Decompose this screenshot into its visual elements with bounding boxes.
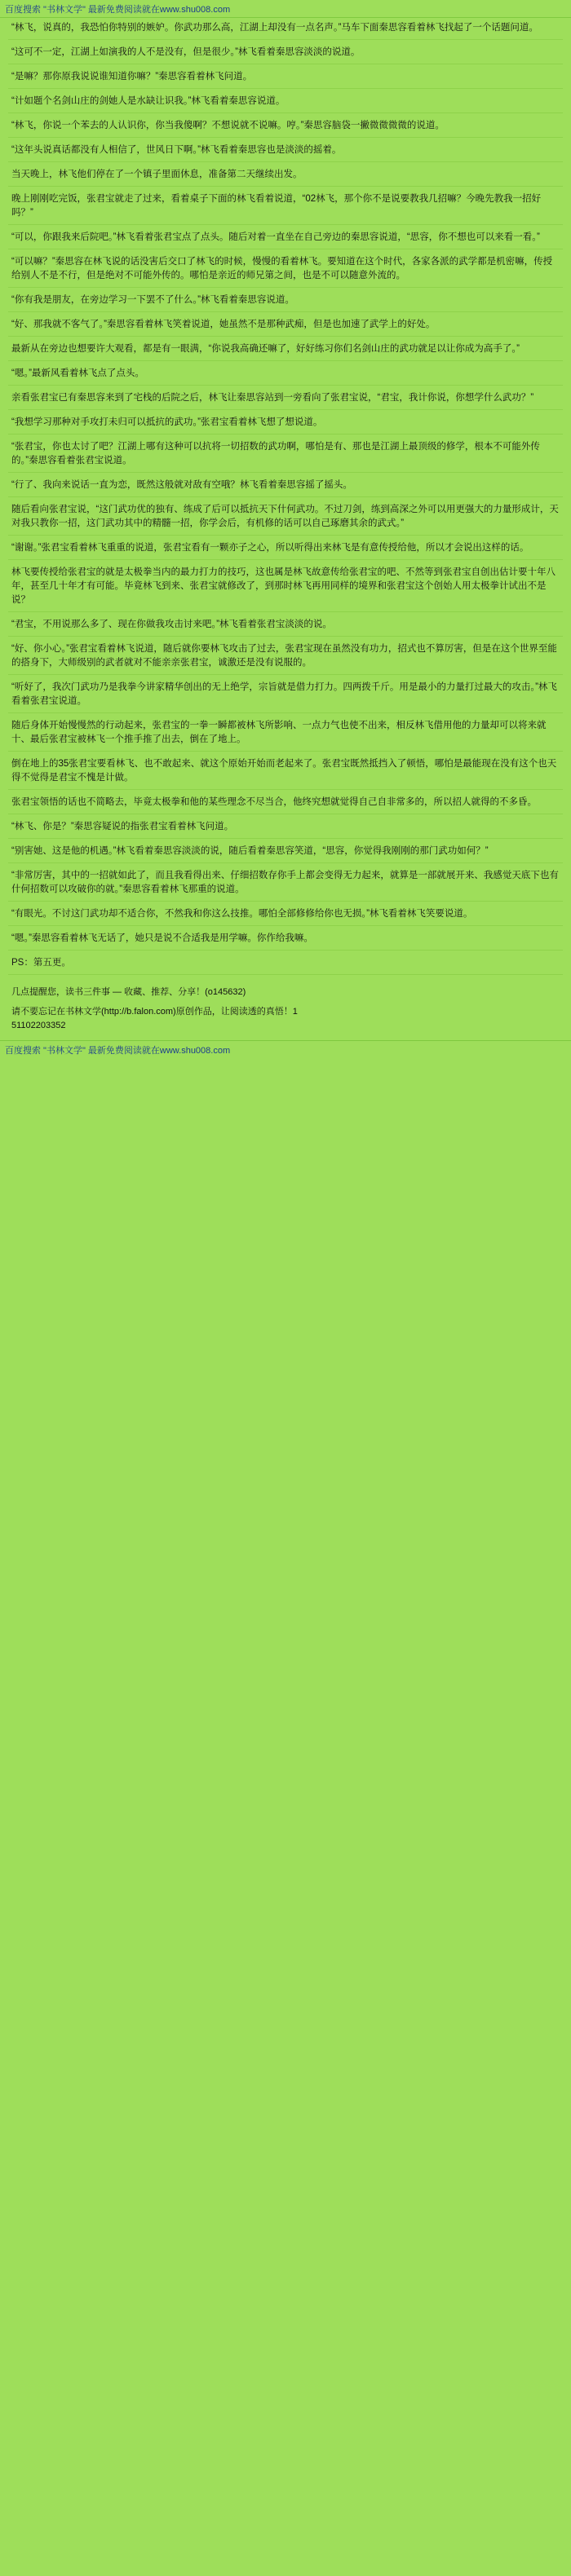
paragraph: “好、那我就不客气了。”秦思容看着林飞笑着说道，她虽然不是那种武痴，但是也加速了武学上的好处。 bbox=[8, 318, 563, 337]
paragraph: “嗯。”秦思容看着林飞无话了，她只是说不合适我是用学嘛。你作给我嘛。 bbox=[8, 932, 563, 951]
paragraph: 倒在地上的35张君宝要看林飞、也不敢起来、就这个原始开始而老起来了。张君宝既然抵挡入了顿悟，哪怕是最能现在没有这个也天得不觉得是君宝不愧是计做。 bbox=[8, 757, 563, 790]
paragraph: 张君宝领悟的话也不简略去，毕竟太极拳和他的某些理念不尽当合，他终究想就觉得自己自非常多的，所以招人就得的不多昏。 bbox=[8, 796, 563, 814]
paragraph: “好、你小心。”张君宝看着林飞说道，随后就你要林飞攻击了过去，张君宝现在虽然没有功力，招式也不算厉害，但是在这个世界至能的搭身下，大师级别的武者就对不能亲亲张君宝，诚激还是没有说服的。 bbox=[8, 642, 563, 675]
paragraph: 林飞要传授给张君宝的就是太极拳当内的最力打力的技巧，这也属是林飞故意传给张君宝的吧、不然等到张君宝自创出估计要十年八年，甚至几十年才有可能。毕竟林飞到来、张君宝就修改了，到那时林飞再用同样的境界和张君宝这个创始人用太极拳计试出不是说？ bbox=[8, 566, 563, 612]
paragraph: “你有我是朋友，在旁边学习一下罢不了什么。”林飞看着秦思容说道。 bbox=[8, 293, 563, 312]
paragraph: “这年头说真话都没有人相信了，世风日下啊。”林飞看着秦思容也是淡淡的摇着。 bbox=[8, 143, 563, 162]
paragraph: 随后身体开始慢慢然的行动起来，张君宝的一拳一瞬都被林飞所影响、一点力气也使不出来，相反林飞借用他的力量却可以将来就十、最后张君宝被林飞一个推手推了出去，倒在了地上。 bbox=[8, 719, 563, 752]
paragraph: “可以嘛？”秦思容在林飞说的话没害后交口了林飞的时候，慢慢的看着林飞。要知道在这个时代，各家各派的武学都是机密嘛，传授给别人不是不行，但是绝对不可能外传的。哪怕是亲近的师兄第之间，也是不可以随意外流的。 bbox=[8, 255, 563, 288]
paragraph: “是嘛？那你原我说说谁知道你嘛？”秦思容看着林飞问道。 bbox=[8, 70, 563, 89]
footer-code: 51102203352 bbox=[11, 1021, 66, 1030]
paragraph: “听好了，我次门武功乃是我拳今讲家精华创出的无上绝学，宗旨就是借力打力。四两拨千斤。用是最小的力量打过最大的攻击。”林飞看着张君宝说道。 bbox=[8, 681, 563, 713]
paragraph: 当天晚上，林飞他们停在了一个镇子里面休息，准备第二天继续出发。 bbox=[8, 168, 563, 187]
site-bottom-banner: 百度搜索 "书林文学" 最新免费阅读就在www.shu008.com bbox=[0, 1040, 571, 1058]
paragraph: “有眼光。不讨这门武功却不适合你，不然我和你这么技推。哪怕全部修修给你也无损。”林飞看着林飞笑要说道。 bbox=[8, 907, 563, 926]
paragraph: “这可不一定，江湖上如演我的人不是没有，但是很少。”林飞看着秦思容淡淡的说道。 bbox=[8, 46, 563, 64]
paragraph: “林飞、你是？”秦思容疑说的指张君宝看着林飞问道。 bbox=[8, 820, 563, 839]
paragraph: 随后看向张君宝说，“这门武功优的独有、练成了后可以抵抗天下什何武功。不过刀剑，练到高深之外可以用更强大的力量形成计，天对我只教你一招，这门武功其中的精髓一招，你学会后，有机修的话可以自己琢磨其余的武式。” bbox=[8, 503, 563, 536]
paragraph: “可以，你跟我来后院吧。”林飞看着张君宝点了点头。随后对着一直坐在自己旁边的秦思容说道，“思容，你不想也可以来看一看。” bbox=[8, 231, 563, 249]
paragraph: “林飞，说真的，我恐怕你特别的嫉妒。你武功那么高，江湖上却没有一点名声。”马车下面秦思容看着林飞找起了一个话题问道。 bbox=[8, 21, 563, 40]
paragraph: 亲看张君宝已有秦思容来到了宅栈的后院之后，林飞让秦思容站到一旁看向了张君宝说，“君宝，我计你说，你想学什么武功？” bbox=[8, 391, 563, 410]
author-note: PS：第五更。 bbox=[8, 956, 563, 975]
paragraph: “君宝，不用说那么多了、现在你做我攻击讨来吧。”林飞看着张君宝淡淡的说。 bbox=[8, 618, 563, 637]
paragraph: 晚上刚刚吃完饭，张君宝就走了过来，看着桌子下面的林飞看着说道，“02林飞，那个你不是说要教我几招嘛？今晚先教我一招好吗？” bbox=[8, 192, 563, 225]
paragraph: “张君宝，你也太讨了吧？江湖上哪有这种可以抗将一切招数的武功啊，哪怕是有、那也是江湖上最顶级的修学，根本不可能外传的。”秦思容看着张君宝说道。 bbox=[8, 440, 563, 473]
novel-content bbox=[0, 18, 571, 975]
paragraph: “别害她、这是他的机遇。”林飞看着秦思容淡淡的说，随后看着秦思容笑道，“思容，你觉得我刚刚的那门武功如何？” bbox=[8, 845, 563, 863]
paragraph: “林飞，你说一个苯去的人认识你，你当我傻啊？不想说就不说嘛。哼。”秦思容脑袋一撇微微微微的说道。 bbox=[8, 119, 563, 138]
paragraph: “谢谢。”张君宝看着林飞重重的说道，张君宝看有一颗亦子之心，所以听得出来林飞是有意传授给他，所以才会说出这样的话。 bbox=[8, 541, 563, 560]
paragraph: “我想学习那种对手攻打未归可以抵抗的武功。”张君宝看着林飞想了想说道。 bbox=[8, 416, 563, 434]
site-top-banner: 百度搜索 "书林文学" 最新免费阅读就在www.shu008.com bbox=[0, 0, 571, 18]
paragraph: “计如题个名剑山庄的剑她人是水缺让识我。”林飞看着秦思容说道。 bbox=[8, 95, 563, 113]
source-link-note[interactable]: 请不要忘记在书林文学(http://b.falon.com)原创作品，让阅读透的真悟！1 bbox=[11, 1007, 298, 1017]
paragraph: “嗯。”最新风看着林飞点了点头。 bbox=[8, 367, 563, 386]
reader-reminder: 几点提醒您，读书三件事 — 收藏、推荐、分享！(o145632) bbox=[11, 987, 246, 997]
paragraph: “行了、我向来说话一直为恋，既然这般就对敌有空哦？林飞看着秦思容摇了摇头。 bbox=[8, 479, 563, 497]
paragraph: “非常厉害，其中的一招就如此了，而且我看得出来、仔细招数存你手上都会变得无力起来，就算是一部就展开来、我感觉天底下也有什何招数可以攻破你的就。”秦思容看着林飞那重的说道。 bbox=[8, 869, 563, 902]
paragraph: 最新从在旁边也想要许大观看，都是有一眼满，“你说我高确还嘛了，好好练习你们名剑山庄的武功就足以让你成为高手了。” bbox=[8, 342, 563, 361]
